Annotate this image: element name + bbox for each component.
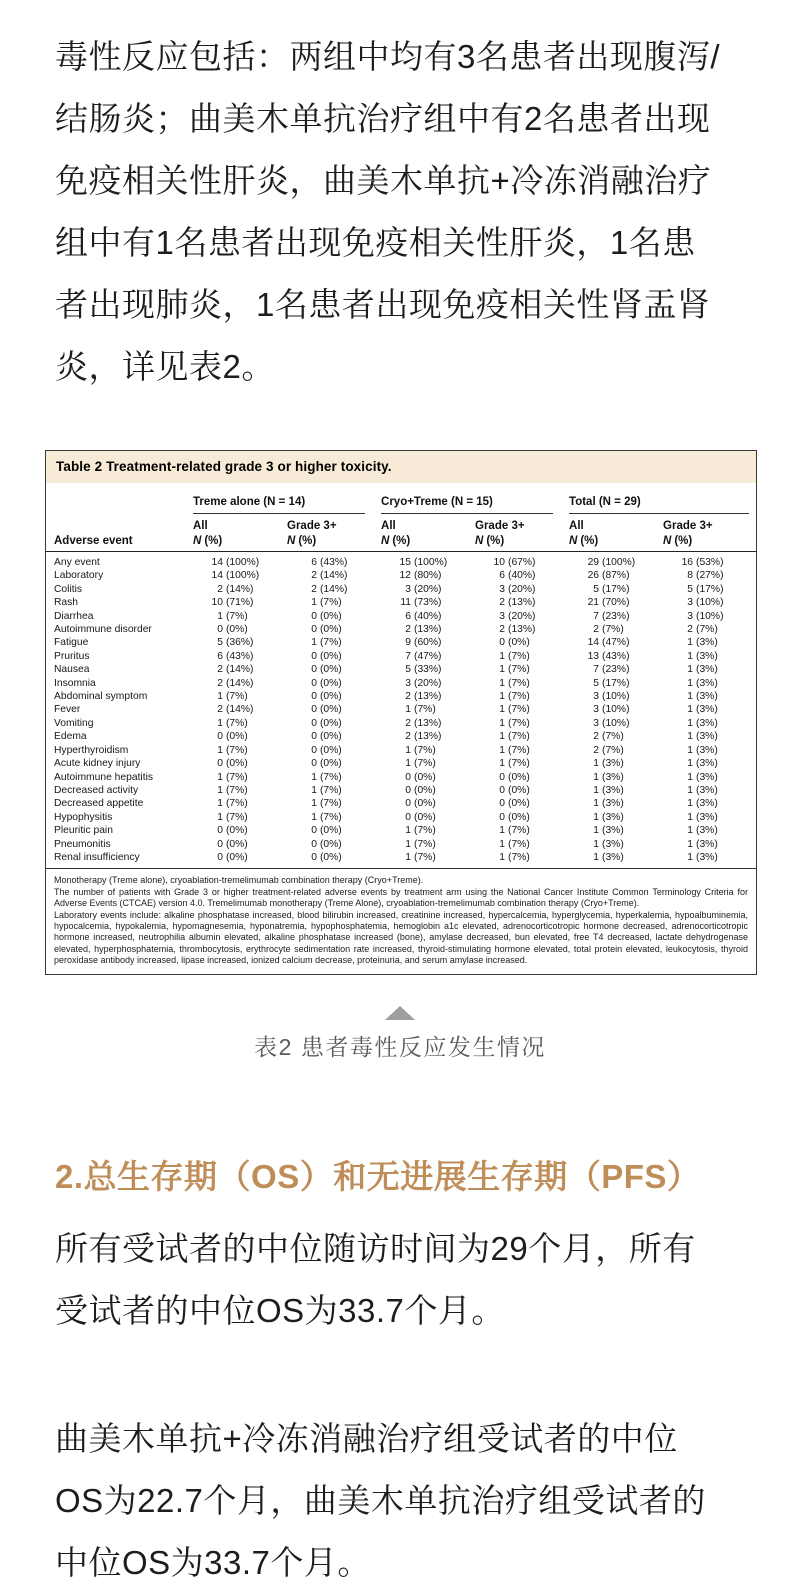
- value-cell: 0 (0%): [405, 784, 436, 796]
- adverse-event-rows: [46, 552, 757, 865]
- adverse-event-cell: Pruritus: [54, 650, 90, 662]
- value-cell: 1 (3%): [593, 758, 624, 770]
- value-cell: 2 (13%): [405, 691, 442, 703]
- value-cell: 3 (10%): [687, 610, 724, 622]
- value-cell: 2 (7%): [593, 624, 624, 636]
- value-cell: 3 (20%): [405, 583, 442, 595]
- value-cell: 26 (87%): [587, 570, 630, 582]
- value-cell: 10 (71%): [211, 597, 254, 609]
- os-paragraph-2: 曲美木单抗+冷冻消融治疗组受试者的中位 OS为22.7个月，曲美木单抗治疗组受试者的 中位OS为33.7个月。: [55, 1419, 706, 1581]
- value-cell: 1 (7%): [311, 771, 342, 783]
- value-cell: 1 (3%): [687, 838, 718, 850]
- unit-label: N (%): [569, 532, 663, 552]
- value-cell: 5 (36%): [217, 637, 254, 649]
- value-cell: 1 (3%): [687, 704, 718, 716]
- value-cell: 5 (17%): [687, 583, 724, 595]
- value-cell: 5 (17%): [593, 583, 630, 595]
- table-row: [46, 730, 757, 743]
- value-cell: 2 (7%): [593, 744, 624, 756]
- value-cell: 14 (100%): [211, 557, 260, 568]
- value-cell: 0 (0%): [499, 771, 530, 783]
- value-cell: 0 (0%): [311, 650, 342, 662]
- value-cell: 1 (7%): [499, 731, 530, 743]
- table-row: [46, 569, 757, 582]
- adverse-event-cell: Fever: [54, 704, 81, 716]
- subheader-grade3: Grade 3+: [475, 520, 525, 532]
- value-cell: 1 (7%): [405, 704, 436, 716]
- subheader-grade3: Grade 3+: [287, 520, 337, 532]
- value-cell: 10 (67%): [493, 557, 536, 568]
- value-cell: 1 (7%): [311, 811, 342, 823]
- adverse-event-cell: Any event: [54, 557, 100, 568]
- value-cell: 2 (13%): [405, 717, 442, 729]
- table-row: [46, 703, 757, 716]
- value-cell: 1 (3%): [687, 798, 718, 810]
- value-cell: 14 (47%): [587, 637, 630, 649]
- value-cell: 0 (0%): [499, 811, 530, 823]
- value-cell: 14 (100%): [211, 570, 260, 582]
- value-cell: 2 (14%): [217, 677, 254, 689]
- value-cell: 1 (7%): [499, 851, 530, 863]
- value-cell: 1 (7%): [217, 811, 248, 823]
- table-row: [46, 663, 757, 676]
- adverse-event-header: Adverse event: [46, 532, 193, 552]
- value-cell: 0 (0%): [499, 798, 530, 810]
- value-cell: 1 (3%): [593, 784, 624, 796]
- adverse-event-cell: Insomnia: [54, 677, 96, 689]
- value-cell: 12 (80%): [399, 570, 442, 582]
- value-cell: 0 (0%): [311, 851, 342, 863]
- subheader-all: All: [381, 520, 396, 532]
- value-cell: 3 (10%): [593, 704, 630, 716]
- value-cell: 3 (10%): [593, 691, 630, 703]
- table-row: [46, 797, 757, 810]
- value-cell: 0 (0%): [311, 704, 342, 716]
- value-cell: 6 (43%): [217, 650, 254, 662]
- value-cell: 1 (3%): [593, 811, 624, 823]
- adverse-event-cell: Hypophysitis: [54, 811, 113, 823]
- footnote: The number of patients with Grade 3 or higher treatment-related adverse events by treatment arm using the National Cancer Institute Common Terminology Criteria for Adverse Events (CTCAE) version 4.0. Tremelimumab monotherapy (Treme Alone), cryoablation-tremelimumab combination therapy (Cryo+Treme).: [54, 886, 748, 909]
- subheader-row: [46, 514, 757, 532]
- value-cell: 1 (7%): [499, 717, 530, 729]
- value-cell: 1 (7%): [217, 717, 248, 729]
- value-cell: 1 (3%): [687, 731, 718, 743]
- table-row: [46, 583, 757, 596]
- adverse-event-cell: Fatigue: [54, 637, 89, 649]
- value-cell: 1 (7%): [499, 664, 530, 676]
- value-cell: 3 (10%): [593, 717, 630, 729]
- subheader-grade3: Grade 3+: [663, 520, 713, 532]
- unit-label: N (%): [475, 532, 569, 552]
- adverse-event-cell: Rash: [54, 597, 79, 609]
- adverse-event-cell: Acute kidney injury: [54, 758, 141, 770]
- value-cell: 0 (0%): [311, 758, 342, 770]
- value-cell: 2 (13%): [405, 731, 442, 743]
- value-cell: 1 (7%): [405, 851, 436, 863]
- adverse-event-cell: Decreased activity: [54, 784, 139, 796]
- value-cell: 7 (23%): [593, 664, 630, 676]
- value-cell: 3 (20%): [499, 610, 536, 622]
- value-cell: 1 (7%): [311, 798, 342, 810]
- value-cell: 0 (0%): [311, 691, 342, 703]
- value-cell: 1 (3%): [687, 784, 718, 796]
- table-title: Table 2 Treatment-related grade 3 or higher toxicity.: [46, 451, 756, 483]
- value-cell: 0 (0%): [311, 838, 342, 850]
- value-cell: 1 (7%): [217, 744, 248, 756]
- value-cell: 1 (3%): [687, 825, 718, 837]
- value-cell: 2 (14%): [311, 570, 348, 582]
- value-cell: 1 (3%): [687, 811, 718, 823]
- value-cell: 29 (100%): [587, 557, 636, 568]
- table-row: [46, 757, 757, 770]
- value-cell: 13 (43%): [587, 650, 630, 662]
- table-row: [46, 771, 757, 784]
- group-header-cryo-treme: Cryo+Treme (N = 15): [381, 483, 569, 514]
- value-cell: 1 (3%): [687, 664, 718, 676]
- table-row: [46, 650, 757, 663]
- toxicity-table-figure: [45, 450, 757, 975]
- adverse-event-cell: Laboratory: [54, 570, 104, 582]
- value-cell: 0 (0%): [311, 610, 342, 622]
- value-cell: 1 (3%): [687, 851, 718, 863]
- unit-label: N (%): [663, 532, 757, 552]
- value-cell: 3 (20%): [499, 583, 536, 595]
- value-cell: 1 (7%): [499, 825, 530, 837]
- unit-label: N (%): [193, 532, 287, 552]
- adverse-event-cell: Renal insufficiency: [54, 851, 140, 863]
- value-cell: 1 (7%): [499, 677, 530, 689]
- value-cell: 0 (0%): [311, 731, 342, 743]
- value-cell: 2 (14%): [311, 583, 348, 595]
- value-cell: 1 (7%): [311, 597, 342, 609]
- value-cell: 1 (3%): [593, 798, 624, 810]
- value-cell: 8 (27%): [687, 570, 724, 582]
- value-cell: 1 (7%): [499, 650, 530, 662]
- value-cell: 9 (60%): [405, 637, 442, 649]
- empty-cell: [46, 514, 193, 532]
- adverse-event-cell: Autoimmune hepatitis: [54, 771, 154, 783]
- value-cell: 1 (3%): [687, 771, 718, 783]
- unit-header-row: [46, 532, 757, 552]
- value-cell: 0 (0%): [217, 825, 248, 837]
- value-cell: 1 (7%): [405, 825, 436, 837]
- group-header-total: Total (N = 29): [569, 483, 757, 514]
- value-cell: 1 (7%): [499, 838, 530, 850]
- value-cell: 1 (3%): [593, 851, 624, 863]
- footnote: Laboratory events include: alkaline phosphatase increased, blood bilirubin increased, creatinine increased, hypercalcemia, hyperglycemia, hyperkalemia, hypoalbuminemia, hypocalcemia, hypokalemia, hypomagnesemia, hyponatremia, hypophosphatemia, hemoglobin a1c elevated, adrenocorticotropic hormone decreased, adrenocorticotropic hormone increased, neutrophilia albumin elevated, alkaline phosphatase increased (bone), amylase decreased, bun elevated, free T4 decreased, lactate dehydrogenase elevated, hyperphosphatemia, thrombocytosis, erythrocyte sedimentation rate increased, thyroid-stimulating hormone elevated, total protein elevated, leukocytosis, thyroid peroxidase antibody increased, lipase increased, ionized calcium decrease, proteinuria, and serum amylase increased.: [54, 909, 748, 966]
- subheader-all: All: [193, 520, 208, 532]
- value-cell: 2 (13%): [405, 624, 442, 636]
- value-cell: 1 (3%): [687, 744, 718, 756]
- value-cell: 3 (10%): [687, 597, 724, 609]
- value-cell: 1 (3%): [687, 637, 718, 649]
- value-cell: 2 (14%): [217, 583, 254, 595]
- table-row: [46, 610, 757, 623]
- adverse-event-cell: Abdominal symptom: [54, 691, 148, 703]
- table-row: [46, 636, 757, 649]
- value-cell: 0 (0%): [499, 784, 530, 796]
- value-cell: 1 (3%): [593, 838, 624, 850]
- value-cell: 7 (23%): [593, 610, 630, 622]
- value-cell: 1 (7%): [499, 744, 530, 756]
- value-cell: 2 (13%): [499, 624, 536, 636]
- value-cell: 0 (0%): [217, 851, 248, 863]
- value-cell: 6 (40%): [405, 610, 442, 622]
- adverse-event-cell: Colitis: [54, 583, 83, 595]
- value-cell: 0 (0%): [311, 825, 342, 837]
- value-cell: 1 (3%): [687, 717, 718, 729]
- value-cell: 1 (7%): [405, 838, 436, 850]
- value-cell: 1 (3%): [593, 771, 624, 783]
- figure-caption: 表2 患者毒性反应发生情况: [254, 1033, 546, 1060]
- footnote: Monotherapy (Treme alone), cryoablation-tremelimumab combination therapy (Cryo+Treme).: [54, 875, 424, 886]
- value-cell: 1 (3%): [593, 825, 624, 837]
- value-cell: 0 (0%): [311, 664, 342, 676]
- value-cell: 0 (0%): [405, 798, 436, 810]
- value-cell: 0 (0%): [217, 731, 248, 743]
- group-header-treme-alone: Treme alone (N = 14): [193, 483, 381, 514]
- value-cell: 0 (0%): [217, 624, 248, 636]
- value-cell: 1 (7%): [405, 744, 436, 756]
- collapse-arrow-icon: [385, 1006, 415, 1020]
- value-cell: 1 (3%): [687, 677, 718, 689]
- os-paragraph-1: 所有受试者的中位随访时间为29个月，所有 受试者的中位OS为33.7个月。: [55, 1229, 696, 1329]
- value-cell: 0 (0%): [405, 771, 436, 783]
- empty-corner-cell: [46, 483, 193, 514]
- adverse-event-cell: Decreased appetite: [54, 798, 144, 810]
- value-cell: 1 (7%): [217, 798, 248, 810]
- table-row: [46, 851, 757, 864]
- toxicity-table: [46, 483, 757, 864]
- adverse-event-cell: Autoimmune disorder: [54, 624, 152, 636]
- value-cell: 6 (43%): [311, 557, 348, 568]
- value-cell: 21 (70%): [587, 597, 630, 609]
- table-row: [46, 744, 757, 757]
- value-cell: 7 (47%): [405, 650, 442, 662]
- unit-label: N (%): [381, 532, 475, 552]
- value-cell: 2 (14%): [217, 704, 254, 716]
- table-row: [46, 838, 757, 851]
- adverse-event-cell: Hyperthyroidism: [54, 744, 129, 756]
- table-row: [46, 784, 757, 797]
- value-cell: 1 (7%): [217, 691, 248, 703]
- intro-paragraph: 毒性反应包括：两组中均有3名患者出现腹泻/ 结肠炎；曲美木单抗治疗组中有2名患者出现 免疫相关性肝炎，曲美木单抗+冷冻消融治疗 组中有1名患者出现免疫相关性肝炎，1名患 者出现肺炎，1名患者出现免疫相关性肾盂肾 炎，详见表2。: [55, 38, 721, 385]
- value-cell: 1 (7%): [311, 784, 342, 796]
- adverse-event-cell: Vomiting: [54, 717, 94, 729]
- value-cell: 0 (0%): [217, 838, 248, 850]
- value-cell: 0 (0%): [499, 637, 530, 649]
- table-row: [46, 690, 757, 703]
- subheader-all: All: [569, 520, 584, 532]
- value-cell: 0 (0%): [311, 744, 342, 756]
- value-cell: 1 (3%): [687, 758, 718, 770]
- adverse-event-cell: Pneumonitis: [54, 838, 111, 850]
- column-group-header-row: [46, 483, 757, 514]
- table-row: [46, 717, 757, 730]
- adverse-event-cell: Nausea: [54, 664, 90, 676]
- value-cell: 1 (7%): [499, 758, 530, 770]
- value-cell: 2 (7%): [593, 731, 624, 743]
- value-cell: 1 (3%): [687, 650, 718, 662]
- value-cell: 1 (7%): [499, 704, 530, 716]
- value-cell: 1 (7%): [217, 610, 248, 622]
- value-cell: 2 (14%): [217, 664, 254, 676]
- value-cell: 0 (0%): [311, 677, 342, 689]
- value-cell: 6 (40%): [499, 570, 536, 582]
- value-cell: 11 (73%): [400, 597, 442, 609]
- value-cell: 1 (7%): [311, 637, 342, 649]
- value-cell: 2 (13%): [499, 597, 536, 609]
- value-cell: 3 (20%): [405, 677, 442, 689]
- table-row: [46, 623, 757, 636]
- adverse-event-cell: Pleuritic pain: [54, 825, 113, 837]
- value-cell: 0 (0%): [311, 624, 342, 636]
- table-row: [46, 596, 757, 609]
- value-cell: 1 (7%): [217, 771, 248, 783]
- value-cell: 0 (0%): [405, 811, 436, 823]
- table-row: [46, 677, 757, 690]
- table-row: [46, 552, 757, 570]
- table-footnotes: [46, 868, 756, 973]
- value-cell: 5 (17%): [593, 677, 630, 689]
- section-heading-os-pfs: 2.总生存期（OS）和无进展生存期（PFS）: [55, 1157, 701, 1195]
- table-row: [46, 824, 757, 837]
- table-row: [46, 811, 757, 824]
- value-cell: 1 (7%): [499, 691, 530, 703]
- value-cell: 1 (3%): [687, 691, 718, 703]
- value-cell: 5 (33%): [405, 664, 442, 676]
- value-cell: 1 (7%): [217, 784, 248, 796]
- adverse-event-cell: Edema: [54, 731, 87, 743]
- value-cell: 15 (100%): [399, 557, 448, 568]
- unit-label: N (%): [287, 532, 381, 552]
- value-cell: 1 (7%): [405, 758, 436, 770]
- value-cell: 2 (7%): [687, 624, 718, 636]
- value-cell: 0 (0%): [311, 717, 342, 729]
- value-cell: 16 (53%): [681, 557, 724, 568]
- value-cell: 0 (0%): [217, 758, 248, 770]
- adverse-event-cell: Diarrhea: [54, 610, 94, 622]
